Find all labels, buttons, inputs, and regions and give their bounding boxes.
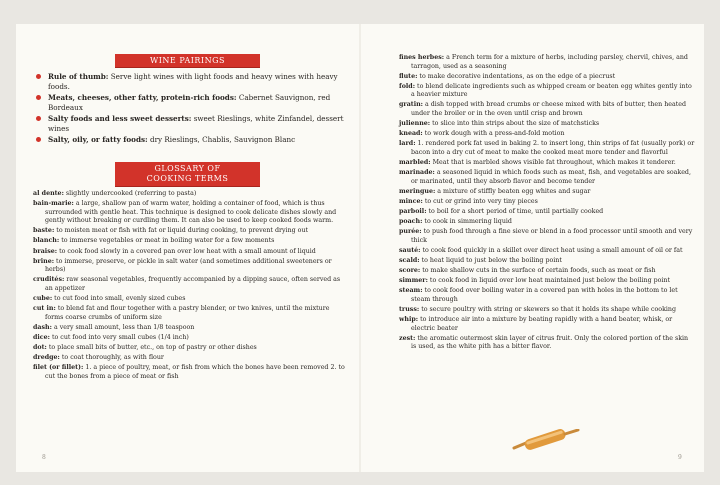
glossary-entry: steam: to cook food over boiling water in a covered pan with holes in the bottom to let steam through (399, 287, 678, 303)
glossary-entry: truss: to secure poultry with string or skewers so that it holds its shape while cooking (399, 305, 676, 313)
glossary-entry: meringue: a mixture of stiffly beaten egg whites and sugar (399, 187, 591, 195)
glossary-right-column (399, 54, 695, 353)
wine-pairings-heading: WINE PAIRINGS (115, 54, 260, 67)
rolling-pin-icon (510, 429, 582, 451)
left-page (16, 24, 360, 472)
page-number-left: 8 (42, 454, 46, 461)
glossary-entry: baste: to moisten meat or fish with fat or liquid during cooking, to prevent drying out (33, 227, 309, 235)
glossary-entry: dash: a very small amount, less than 1/8 teaspoon (33, 323, 195, 331)
glossary-entry: whip: to introduce air into a mixture by beating rapidly with a hand beater, whisk, or electric beater (399, 316, 673, 332)
book-spread (16, 24, 704, 472)
glossary-entry: marinade: a seasoned liquid in which foods such as meat, fish, and vegetables are soaked, or marinated, until they absorb flavor and become tender (399, 169, 691, 185)
glossary-entry: scald: to heat liquid to just below the boiling point (399, 256, 562, 264)
glossary-entry: sauté: to cook food quickly in a skillet over direct heat using a small amount of oil or fat (399, 246, 683, 254)
glossary-entry: julienne: to slice into thin strips about the size of matchsticks (399, 120, 600, 128)
glossary-entry: filet (or fillet): 1. a piece of poultry, meat, or fish from which the bones have been removed 2. to cut the bones from a piece of meat or fish (33, 364, 345, 380)
glossary-entry: cube: to cut food into small, evenly sized cubes (33, 295, 186, 303)
list-item: Rule of thumb: Serve light wines with light foods and heavy wines with heavy foods. (36, 72, 346, 92)
glossary-entry: al dente: slightly undercooked (referring to pasta) (33, 190, 197, 197)
glossary-entry: fold: to blend delicate ingredients such as whipped cream or beaten egg whites gently into a heavier mixture (399, 82, 692, 99)
glossary-entry: poach: to cook in simmering liquid (399, 218, 512, 226)
glossary-heading: GLOSSARY OF COOKING TERMS (115, 162, 260, 186)
glossary-entry: purée: to push food through a fine sieve or blend in a food processor until smooth and very thick (399, 228, 693, 244)
wine-pairings-list (36, 72, 346, 146)
list-item: Meats, cheeses, other fatty, protein-rich foods: Cabernet Sauvignon, red Bordeaux (36, 93, 346, 113)
glossary-entry: cut in: to blend fat and flour together with a pastry blender, or two knives, until the mixture forms coarse crumbs of uniform size (33, 305, 330, 321)
glossary-entry: brine: to immerse, preserve, or pickle in salt water (and sometimes additional sweeteners or herbs) (33, 257, 332, 274)
glossary-entry: lard: 1. rendered pork fat used in baking 2. to insert long, thin strips of fat (usually pork) or bacon into a dry cut of meat to make the cooked meat more tender and flavorful (399, 140, 695, 156)
glossary-entry: dice: to cut food into very small cubes (1/4 inch) (33, 333, 189, 341)
glossary-entry: flute: to make decorative indentations, as on the edge of a piecrust (399, 72, 616, 80)
glossary-entry: zest: the aromatic outermost skin layer of citrus fruit. Only the colored portion of the skin is used, as the white pith has a bitter flavor. (399, 334, 689, 351)
bullet-icon (36, 116, 41, 121)
glossary-entry: mince: to cut or grind into very tiny pieces (399, 197, 538, 205)
bullet-icon (36, 74, 41, 79)
glossary-entry: simmer: to cook food in liquid over low heat maintained just below the boiling point (399, 277, 671, 285)
right-page (360, 24, 704, 472)
glossary-entry: marbled: Meat that is marbled shows visible fat throughout, which makes it tenderer. (399, 159, 676, 167)
glossary-entry: score: to make shallow cuts in the surface of certain foods, such as meat or fish (399, 267, 656, 275)
glossary-entry: blanch: to immerse vegetables or meat in boiling water for a few moments (33, 237, 275, 245)
glossary-entry: gratin: a dish topped with bread crumbs or cheese mixed with bits of butter, then heated under the broiler or in the oven until crisp and brown (399, 101, 687, 118)
glossary-entry: braise: to cook food slowly in a covered pan over low heat with a small amount of liquid (33, 247, 316, 255)
glossary-left-column (33, 190, 348, 383)
glossary-entry: knead: to work dough with a press-and-fold motion (399, 130, 565, 138)
glossary-entry: crudités: raw seasonal vegetables, frequently accompanied by a dipping sauce, often served as an appetizer (33, 276, 341, 292)
glossary-entry: dredge: to coat thoroughly, as with flour (33, 354, 164, 362)
bullet-icon (36, 95, 41, 100)
glossary-entry: fines herbes: a French term for a mixture of herbs, including parsley, chervil, chives, and tarragon, used as a seasoning (399, 54, 688, 70)
list-item: Salty, oily, or fatty foods: dry Rieslings, Chablis, Sauvignon Blanc (36, 135, 346, 145)
bullet-icon (36, 137, 41, 142)
glossary-entry: bain-marie: a large, shallow pan of warm water, holding a container of food, which is thus surrounded with gentle heat. This technique is designed to cook delicate dishes slowly and gently without breaking or curdling them. It can also be used to keep cooked foods warm. (33, 200, 337, 225)
glossary-entry: parboil: to boil for a short period of time, until partially cooked (399, 208, 604, 215)
list-item: Salty foods and less sweet desserts: sweet Rieslings, white Zinfandel, dessert wines (36, 114, 346, 134)
page-number-right: 9 (678, 454, 682, 461)
glossary-entry: dot: to place small bits of butter, etc., on top of pastry or other dishes (33, 344, 257, 351)
